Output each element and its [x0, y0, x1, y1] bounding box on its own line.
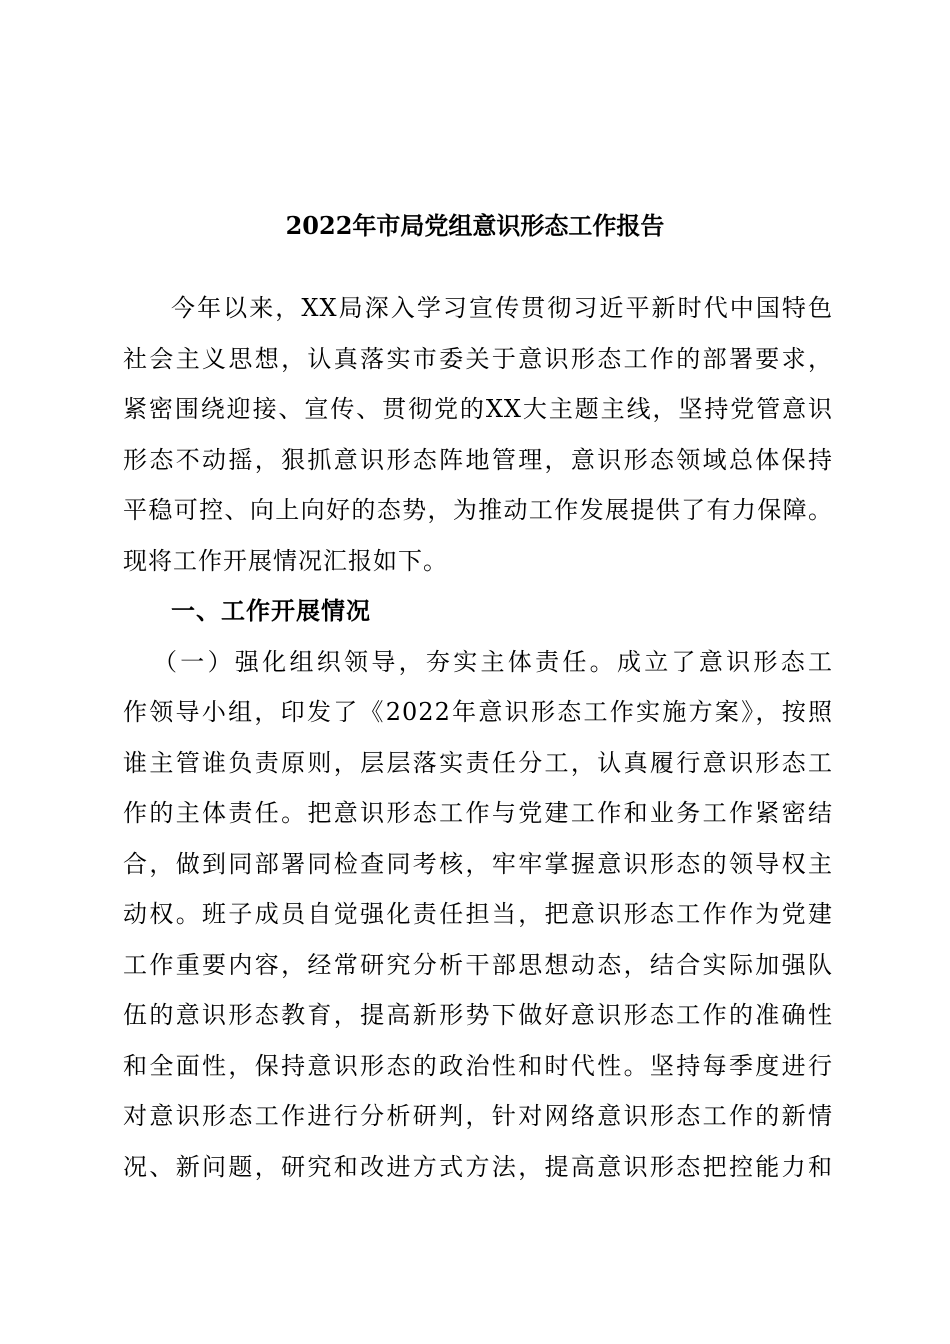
- paragraph-line: 作的主体责任。把意识形态工作与党建工作和业务工作紧密结: [123, 799, 833, 827]
- paragraph-line: 对意识形态工作进行分析研判，针对网络意识形态工作的新情: [123, 1102, 833, 1130]
- intro-line: 紧密围绕迎接、宣传、贯彻党的XX大主题主线，坚持党管意识: [123, 395, 833, 423]
- paragraph-line: 伍的意识形态教育，提高新形势下做好意识形态工作的准确性: [123, 1001, 833, 1029]
- paragraph-line: 动权。班子成员自觉强化责任担当，把意识形态工作作为党建: [123, 900, 833, 928]
- document-body: [123, 283, 833, 1192]
- paragraph-line: 谁主管谁负责原则，层层落实责任分工，认真履行意识形态工: [123, 748, 833, 777]
- intro-line: 现将工作开展情况汇报如下。: [123, 546, 448, 575]
- intro-line: 社会主义思想，认真落实市委关于意识形态工作的部署要求，: [123, 344, 833, 373]
- paragraph-line: 和全面性，保持意识形态的政治性和时代性。坚持每季度进行: [123, 1051, 833, 1080]
- document-title: 2022年市局党组意识形态工作报告: [285, 211, 665, 240]
- intro-line: 形态不动摇，狠抓意识形态阵地管理，意识形态领域总体保持: [123, 445, 833, 474]
- paragraph-line: 工作重要内容，经常研究分析干部思想动态，结合实际加强队: [123, 950, 833, 979]
- intro-line: 今年以来，XX局深入学习宣传贯彻习近平新时代中国特色: [171, 294, 833, 322]
- paragraph-line: （一）强化组织领导，夯实主体责任。成立了意识形态工: [153, 647, 833, 676]
- intro-line: 平稳可控、向上向好的态势，为推动工作发展提供了有力保障。: [123, 496, 833, 524]
- paragraph-line: 况、新问题，研究和改进方式方法，提高意识形态把控能力和: [123, 1152, 833, 1181]
- paragraph-line: 合，做到同部署同检查同考核，牢牢掌握意识形态的领导权主: [123, 849, 833, 878]
- paragraph-line: 作领导小组，印发了《2022年意识形态工作实施方案》，按照: [123, 698, 833, 726]
- section-heading: 一、工作开展情况: [171, 597, 371, 625]
